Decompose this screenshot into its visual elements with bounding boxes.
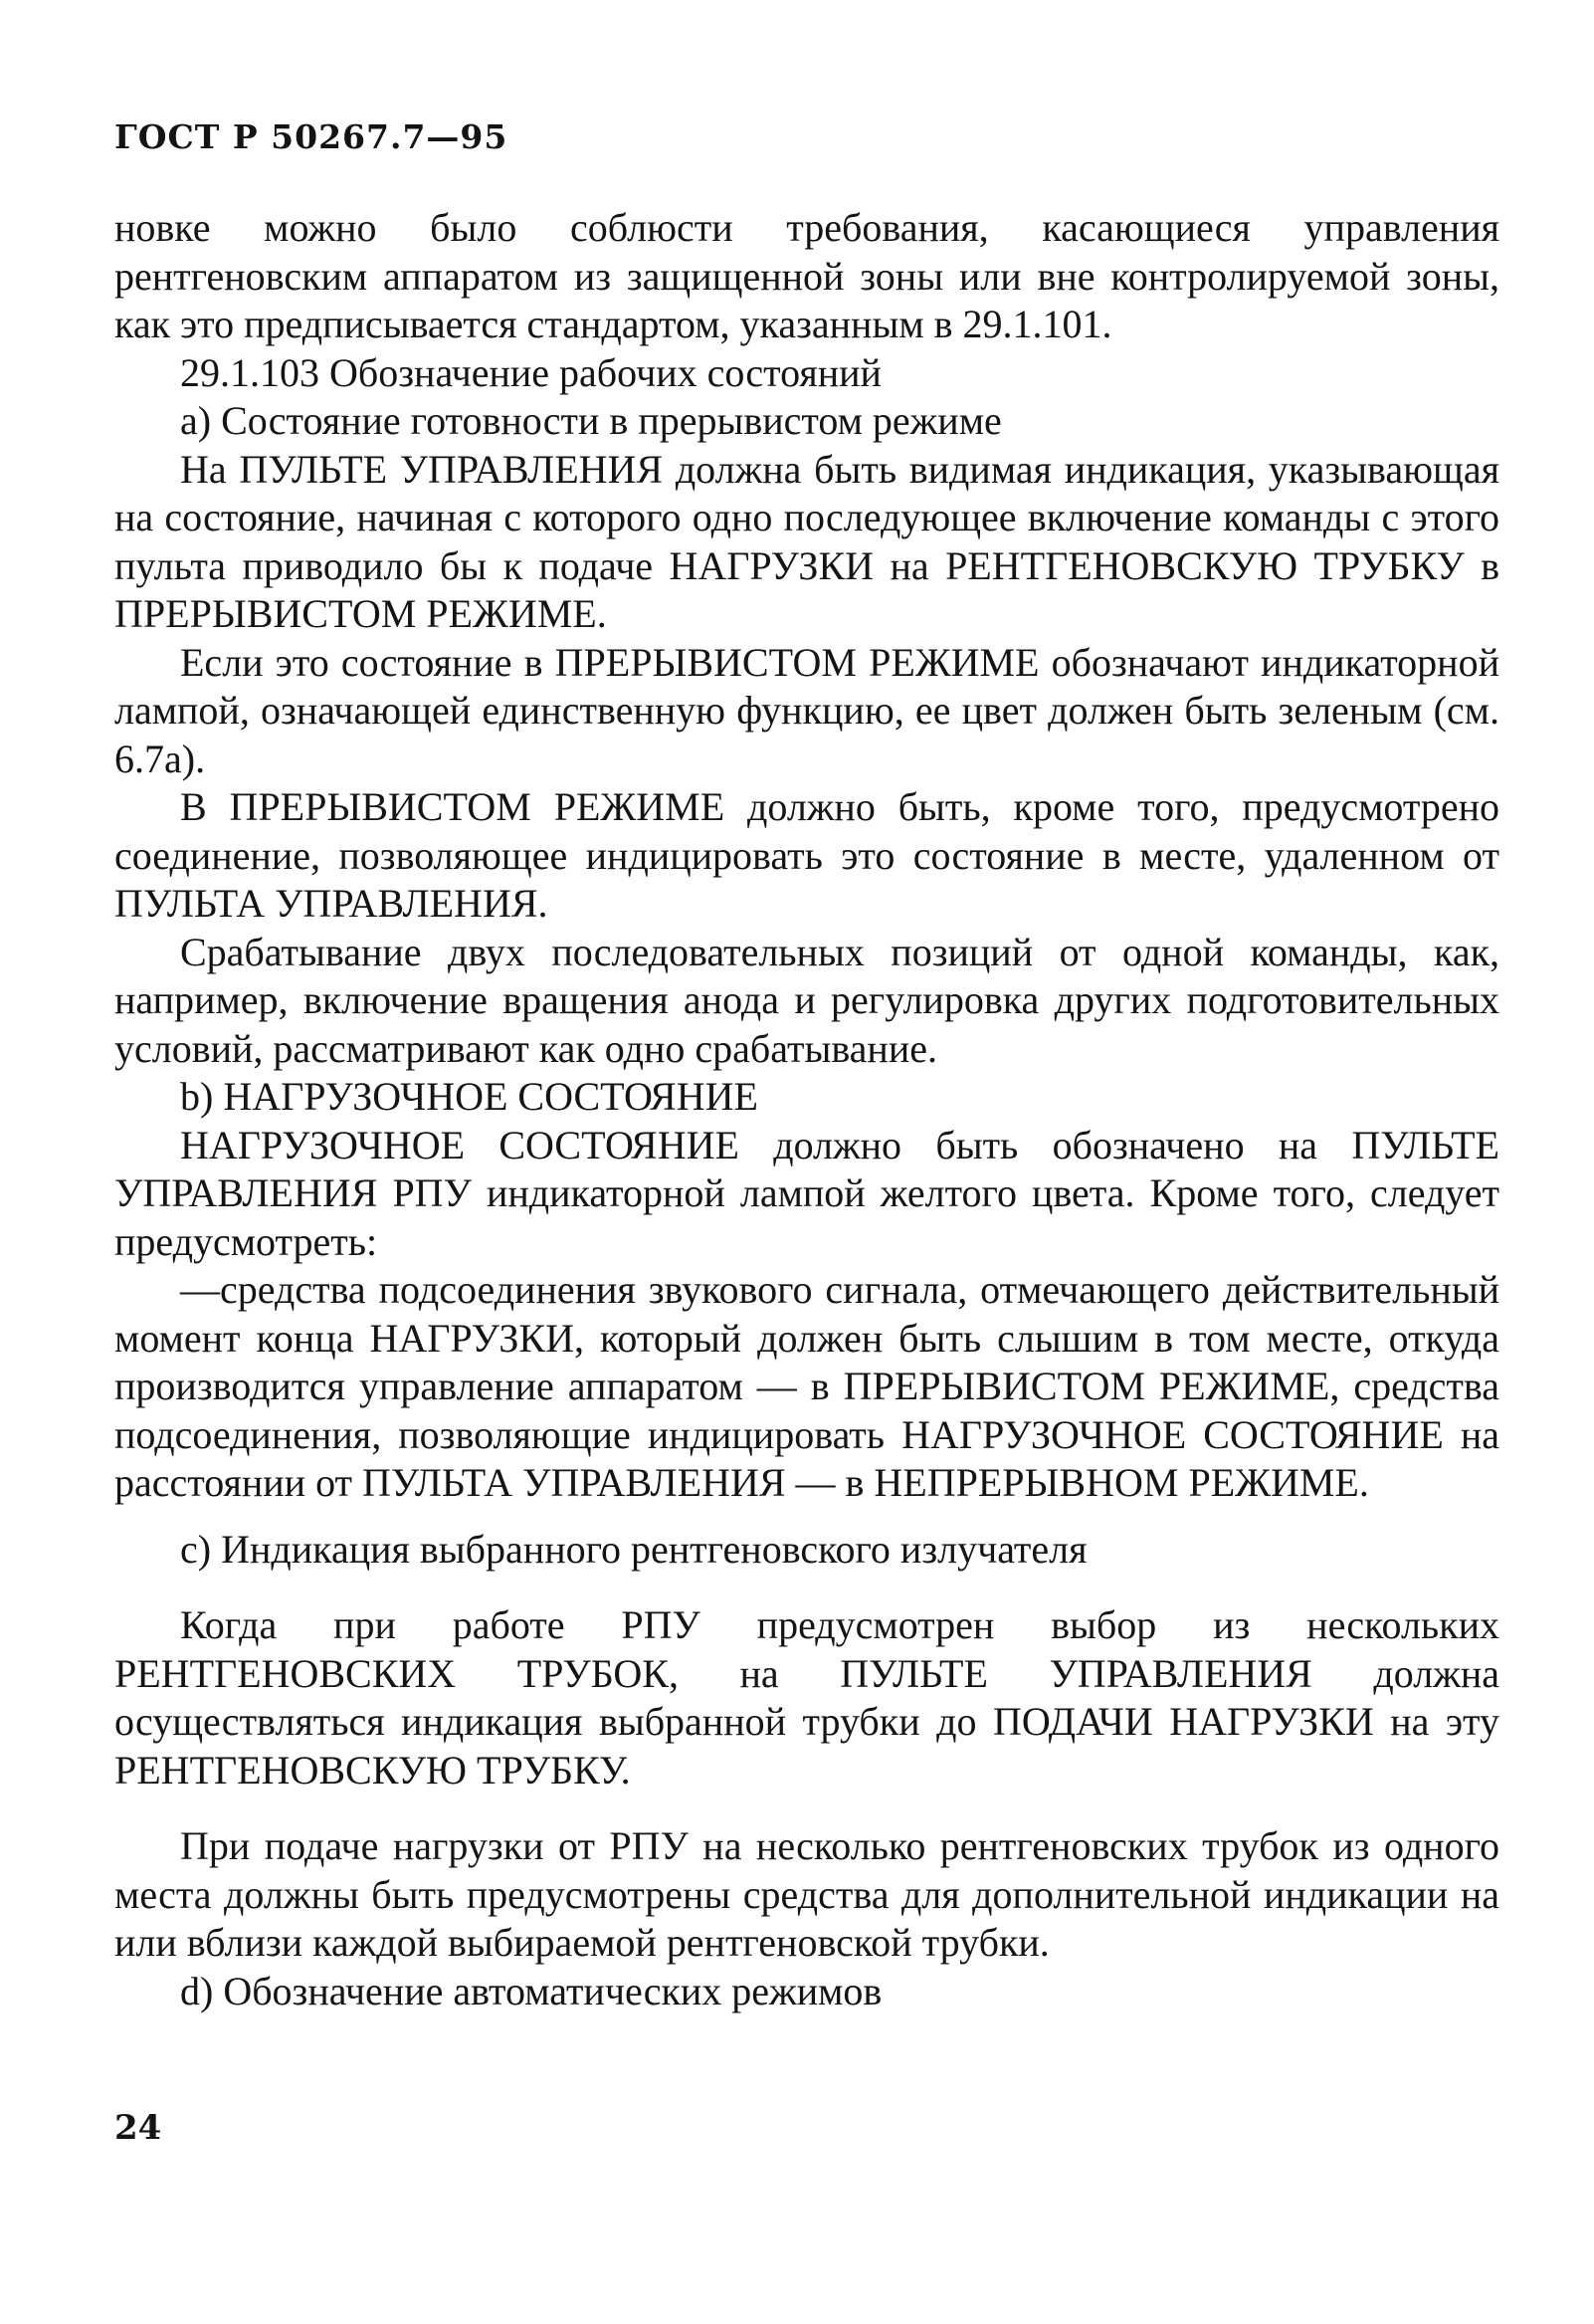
paragraph: Срабатывание двух последовательных позиций от одной команды, как, например, включение вращения анода и регулировка других подготовительных условий, рассматривают как одно срабатывание. [114, 929, 1499, 1071]
document-body [114, 204, 1499, 2015]
subsection-heading-d: d) Обозначение автоматических режимов [180, 1968, 883, 2013]
section-heading-29-1-103: 29.1.103 Обозначение рабочих состояний [180, 349, 882, 395]
paragraph: На ПУЛЬТЕ УПРАВЛЕНИЯ должна быть видимая индикация, указывающая на состояние, начиная с которого одно последующее включение команды с этого пульта приводило бы к подаче НАГРУЗКИ на РЕНТГЕНОВСКУЮ ТРУБКУ в ПРЕРЫВИСТОМ РЕЖИМЕ. [114, 446, 1499, 636]
paragraph: НАГРУЗОЧНОЕ СОСТОЯНИЕ должно быть обозначено на ПУЛЬТЕ УПРАВЛЕНИЯ РПУ индикаторной лампой желтого цвета. Кроме того, следует предусмотреть: [114, 1122, 1499, 1264]
paragraph: Если это состояние в ПРЕРЫВИСТОМ РЕЖИМЕ обозначают индикаторной лампой, означающей единственную функцию, ее цвет должен быть зеленым (см. 6.7а). [114, 639, 1499, 781]
document-header: ГОСТ Р 50267.7—95 [114, 117, 508, 156]
subsection-heading-b: b) НАГРУЗОЧНОЕ СОСТОЯНИЕ [180, 1074, 758, 1119]
paragraph: В ПРЕРЫВИСТОМ РЕЖИМЕ должно быть, кроме того, предусмотрено соединение, позволяющее индицировать это состояние в месте, удаленном от ПУЛЬТА УПРАВЛЕНИЯ. [114, 784, 1499, 926]
paragraph-continuation: новке можно было соблюсти требования, касающиеся управления рентгеновским аппаратом из защищенной зоны или вне контролируемой зоны, как это предписывается стандартом, указанным в 29.1.101. [114, 205, 1499, 346]
paragraph: При подаче нагрузки от РПУ на несколько рентгеновских трубок из одного места должны быть предусмотрены средства для дополнительной индикации на или вблизи каждой выбираемой рентгеновской трубки. [114, 1823, 1499, 1965]
page-number: 24 [114, 2108, 162, 2148]
list-item-dash: —средства подсоединения звукового сигнала, отмечающего действительный момент конца НАГРУЗКИ, который должен быть слышим в том месте, откуда производится управление аппаратом — в ПРЕРЫВИСТОМ РЕЖИМЕ, средства подсоединения, позволяющие индицировать НАГРУЗОЧНОЕ СОСТОЯНИЕ на расстоянии от ПУЛЬТА УПРАВЛЕНИЯ — в НЕПРЕРЫВНОМ РЕЖИМЕ. [114, 1267, 1499, 1505]
subsection-heading-c: с) Индикация выбранного рентгеновского излучателя [180, 1526, 1088, 1572]
paragraph: Когда при работе РПУ предусмотрен выбор из нескольких РЕНТГЕНОВСКИХ ТРУБОК, на ПУЛЬТЕ УПРАВЛЕНИЯ должна осуществляться индикация выбранной трубки до ПОДАЧИ НАГРУЗКИ на эту РЕНТГЕНОВСКУЮ ТРУБКУ. [114, 1602, 1499, 1793]
subsection-heading-a: а) Состояние готовности в прерывистом режиме [180, 398, 1002, 443]
